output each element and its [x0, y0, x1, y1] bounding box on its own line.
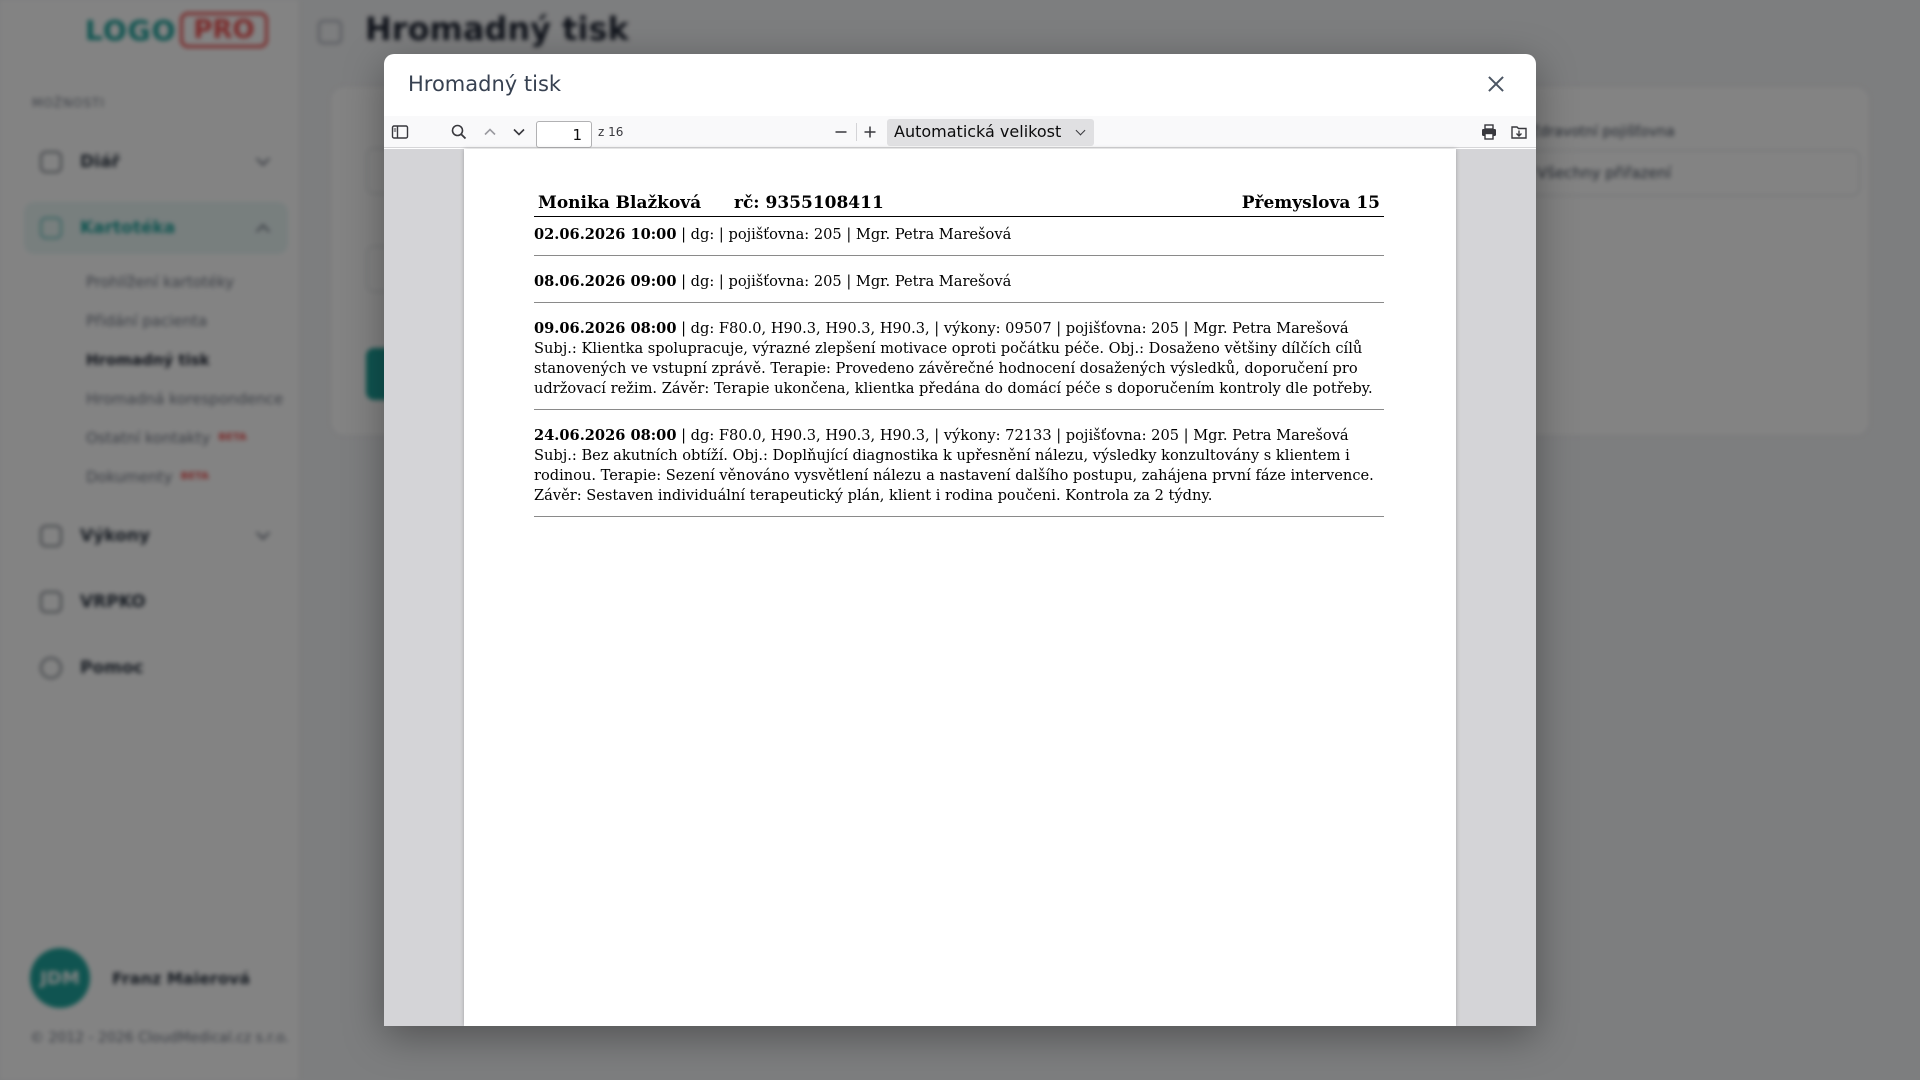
- previous-page-icon[interactable]: [481, 123, 499, 141]
- pdf-toolbar: [384, 116, 1536, 148]
- entry-header: [534, 272, 1384, 292]
- pdf-viewport[interactable]: [384, 149, 1536, 1026]
- entry-info: | dg: | pojišťovna: 205 | Mgr. Petra Marešová: [676, 226, 1012, 243]
- page-count: z 16: [598, 125, 624, 139]
- entry-date: 09.06.2026 08:00: [534, 320, 677, 337]
- next-page-icon[interactable]: [510, 123, 528, 141]
- modal-title: Hromadný tisk: [408, 72, 562, 96]
- close-button[interactable]: [1486, 74, 1506, 94]
- entry-text: Subj.: Klientka spolupracuje, výrazné zlepšení motivace oproti počátku péče. Obj.: Dosaženo většiny dílčích cílů stanovených ve vstupní zprávě. Terapie: Provedeno závěrečné hodnocení dosažených výsledků, doporučení pro udržovací režim. Závěr: Terapie ukončena, klientka předána do domácí péče s doporučením kontroly dle potřeby.: [534, 340, 1373, 397]
- print-modal: [384, 54, 1536, 1026]
- patient-header: [534, 191, 1384, 217]
- patient-rc: rč: 9355108411: [734, 193, 884, 213]
- entry-header: [534, 225, 1384, 245]
- entry-text: Subj.: Bez akutních obtíží. Obj.: Doplňující diagnostika k upřesnění nálezu, výsledky konzultovány s klientem i rodinou. Terapie: Sezení věnováno vysvětlení nálezu a nastavení dalšího postupu, zahájena první fáze intervence. Závěr: Sestaven individuální terapeutický plán, klient i rodina poučeni. Kontrola za 2 týdny.: [534, 447, 1374, 504]
- entry-date: 24.06.2026 08:00: [534, 427, 677, 444]
- pdf-page: [464, 149, 1456, 1026]
- modal-header: [384, 54, 1536, 116]
- zoom-select-value: Automatická velikost: [894, 122, 1062, 141]
- entry-info: | dg: F80.0, H90.3, H90.3, H90.3, | výkony: 09507 | pojišťovna: 205 | Mgr. Petra Marešová: [676, 320, 1349, 337]
- record-entries: [534, 223, 1384, 531]
- chevron-down-icon: [1076, 126, 1086, 136]
- record-entry: [534, 317, 1384, 410]
- entry-date: 02.06.2026 10:00: [534, 226, 677, 243]
- entry-info: | dg: | pojišťovna: 205 | Mgr. Petra Marešová: [676, 273, 1012, 290]
- record-entry: [534, 223, 1384, 256]
- zoom-in-icon[interactable]: [861, 123, 879, 141]
- entry-header: [534, 426, 1384, 446]
- toolbar-separator: [856, 123, 857, 141]
- zoom-out-icon[interactable]: [832, 123, 850, 141]
- patient-address: Přemyslova 15: [1241, 193, 1380, 213]
- record-entry: [534, 424, 1384, 517]
- entry-date: 08.06.2026 09:00: [534, 273, 677, 290]
- entry-header: [534, 319, 1384, 339]
- record-entry: [534, 270, 1384, 303]
- page-number-input[interactable]: [536, 121, 592, 148]
- download-icon[interactable]: [1510, 123, 1528, 141]
- zoom-select[interactable]: [887, 119, 1094, 146]
- sidebar-toggle-icon[interactable]: [391, 123, 409, 141]
- entry-info: | dg: F80.0, H90.3, H90.3, H90.3, | výkony: 72133 | pojišťovna: 205 | Mgr. Petra Marešová: [676, 427, 1349, 444]
- patient-name: Monika Blažková: [538, 193, 702, 213]
- print-icon[interactable]: [1480, 123, 1498, 141]
- search-icon[interactable]: [450, 123, 468, 141]
